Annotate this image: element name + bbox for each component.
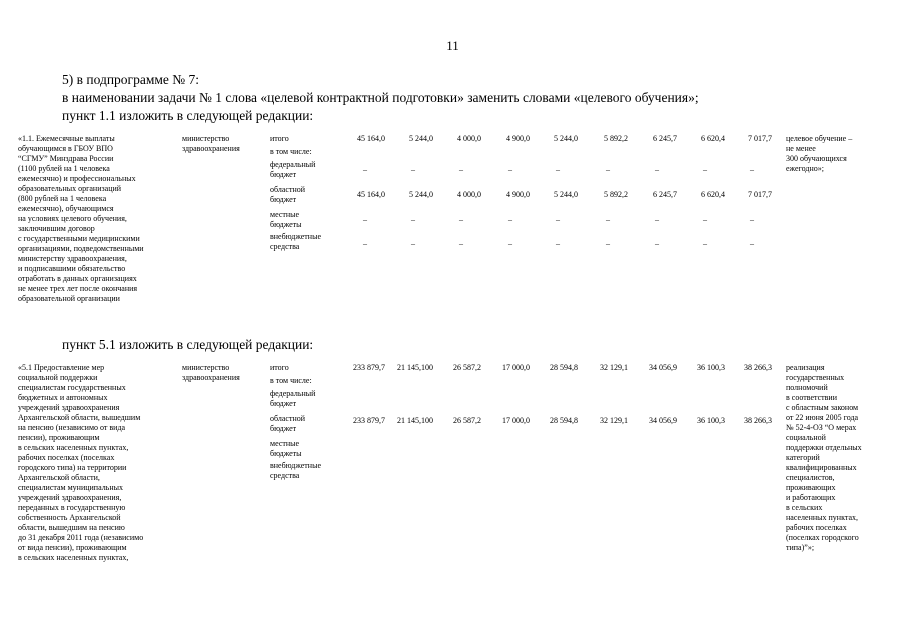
item2-regional-value: 21 145,100 [397,416,433,425]
item1-total-value: 5 244,0 [409,134,433,143]
item1-extra-value: – [655,239,659,248]
item1-regional-value: 6 245,7 [653,190,677,199]
item2-total-value: 36 100,3 [697,363,725,372]
item2-regional-value: 26 587,2 [453,416,481,425]
item2-total-value: 17 000,0 [502,363,530,372]
item2-total-value: 26 587,2 [453,363,481,372]
item1-total-value: 5 892,2 [604,134,628,143]
item1-local-value: – [508,215,512,224]
label-local: местные бюджеты [270,210,302,229]
item2-total-value: 21 145,100 [397,363,433,372]
item1-federal-value: – [508,165,512,174]
item1-local-value: – [411,215,415,224]
item1-local-value: – [703,215,707,224]
label-regional: областной бюджет [270,185,306,204]
item1-regional-value: 5 244,0 [409,190,433,199]
item2-regional-value: 36 100,3 [697,416,725,425]
item1-extra-value: – [508,239,512,248]
item1-local-value: – [459,215,463,224]
item1-regional-value: 5 244,0 [554,190,578,199]
item2-total-value: 28 594,8 [550,363,578,372]
label-including: в том числе: [270,147,312,156]
page-number: 11 [446,38,459,53]
item1-federal-value: – [703,165,707,174]
item2-result: реализация государственных полномочий в соответствии с областным законом от 22 июня 2005 года № 52-4-ОЗ “О мерах социальной поддержки отдельных категорий квалифицированных специалистов, проживающих и работающих в сельских населенных пунктах, рабочих поселках (поселках городского типа)”»; [786,363,862,552]
item1-total-value: 5 244,0 [554,134,578,143]
item1-extra-value: – [459,239,463,248]
label-federal: федеральный бюджет [270,389,316,408]
item1-total-value: 4 000,0 [457,134,481,143]
intro-line-2: в наименовании задачи № 1 слова «целевой контрактной подготовки» заменить словами «целевого обучения»; [62,90,699,105]
item1-federal-value: – [750,165,754,174]
item1-local-value: – [606,215,610,224]
item1-extra-value: – [411,239,415,248]
label-total: итого [270,363,289,372]
item1-total-value: 6 245,7 [653,134,677,143]
item1-local-value: – [363,215,367,224]
item2-total-value: 233 879,7 [353,363,385,372]
item1-result: целевое обучение – не менее 300 обучающихся ежегодно»; [786,134,853,173]
item1-regional-value: 4 900,0 [506,190,530,199]
item2-total-value: 34 056,9 [649,363,677,372]
item2-regional-value: 17 000,0 [502,416,530,425]
item1-regional-value: 7 017,7 [748,190,772,199]
label-regional: областной бюджет [270,414,306,433]
item1-extra-value: – [606,239,610,248]
item1-regional-value: 6 620,4 [701,190,725,199]
item2-regional-value: 28 594,8 [550,416,578,425]
label-extra: внебюджетные средства [270,461,321,480]
item2-executor: министерство здравоохранения [182,363,240,382]
label-federal: федеральный бюджет [270,160,316,179]
item1-federal-value: – [363,165,367,174]
item1-total-value: 7 017,7 [748,134,772,143]
item1-executor: министерство здравоохранения [182,134,240,153]
item1-federal-value: – [606,165,610,174]
item2-regional-value: 38 266,3 [744,416,772,425]
item2-regional-value: 34 056,9 [649,416,677,425]
item1-local-value: – [556,215,560,224]
item1-federal-value: – [411,165,415,174]
label-local: местные бюджеты [270,439,302,458]
item1-federal-value: – [459,165,463,174]
item1-regional-value: 45 164,0 [357,190,385,199]
section2-heading: пункт 5.1 изложить в следующей редакции: [62,337,314,352]
item1-local-value: – [655,215,659,224]
label-including: в том числе: [270,376,312,385]
item1-total-value: 6 620,4 [701,134,725,143]
label-total: итого [270,134,289,143]
item2-regional-value: 32 129,1 [600,416,628,425]
item1-local-value: – [750,215,754,224]
item1-extra-value: – [703,239,707,248]
item1-extra-value: – [363,239,367,248]
item1-total-value: 4 900,0 [506,134,530,143]
item2-total-value: 38 266,3 [744,363,772,372]
intro-line-1: 5) в подпрограмме № 7: [62,72,200,87]
item1-description: «1.1. Ежемесячные выплаты обучающимся в ГБОУ ВПО “СГМУ” Минздрава России (1100 рублей на 1 человека ежемесячно) и профессиональных образовательных организаций (800 рублей на 1 человека ежемесячно), обучающимся на условиях целевого обучения, заключившим договор с государственными медицинскими организациями, подведомственными министерству здравоохранения, и подписавшими обязательство отработать в данных организациях не менее трех лет после окончания образовательной организации [18,134,144,303]
intro-line-3: пункт 1.1 изложить в следующей редакции: [62,108,314,123]
item1-federal-value: – [655,165,659,174]
item1-regional-value: 4 000,0 [457,190,481,199]
item1-extra-value: – [556,239,560,248]
item1-regional-value: 5 892,2 [604,190,628,199]
item1-total-value: 45 164,0 [357,134,385,143]
item2-total-value: 32 129,1 [600,363,628,372]
label-extra: внебюджетные средства [270,232,321,251]
item2-regional-value: 233 879,7 [353,416,385,425]
item1-federal-value: – [556,165,560,174]
item1-extra-value: – [750,239,754,248]
item2-description: «5.1 Предоставление мер социальной поддержки специалистам государственных бюджетных и автономных учреждений здравоохранения Архангельской области, вышедшим на пенсию (независимо от вида пенсии), проживающим в сельских населенных пунктах, рабочих поселках (поселках городского типа) на территории Архангельской области, специалистам муниципальных учреждений здравоохранения, переданных в государственную собственность Архангельской области, вышедшим на пенсию до 31 декабря 2011 года (независимо от вида пенсии), проживающим в сельских населенных пунктах, [18,363,144,562]
